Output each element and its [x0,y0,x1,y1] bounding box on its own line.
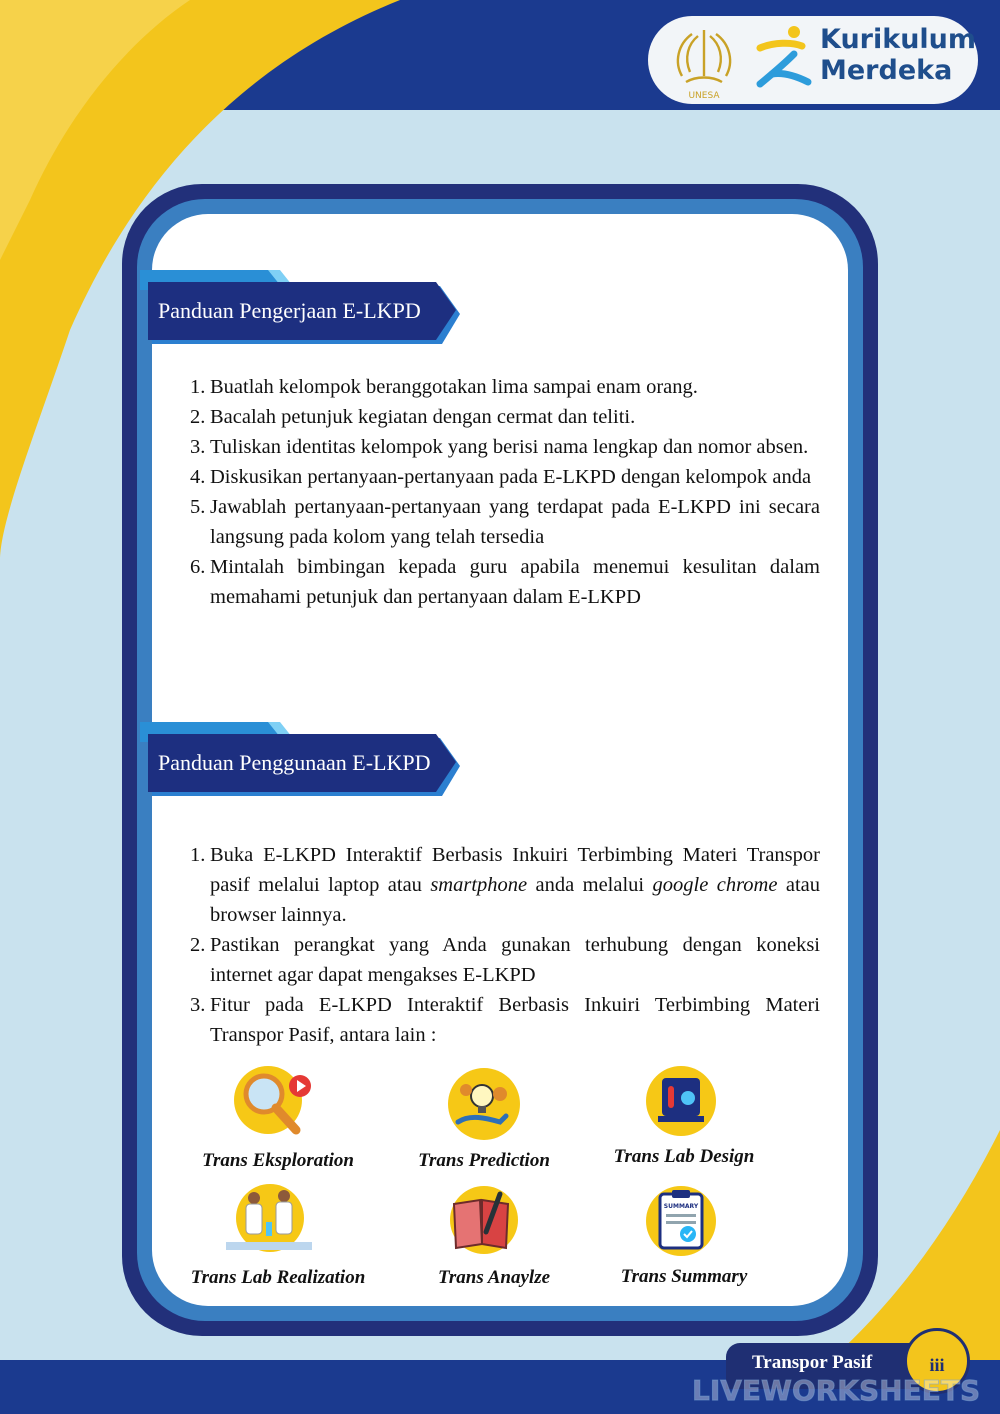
list-item [190,930,820,990]
kurikulum-line: Kurikulum [820,24,977,55]
list-item [190,372,820,402]
lab-flask-icon [644,1064,718,1138]
unesa-logo-text: UNESA [688,91,720,101]
list-item [190,402,820,432]
list-item [190,462,820,492]
list-item [190,840,820,930]
item-number: 3. [190,994,206,1016]
item-text [210,840,820,930]
item-text: Diskusikan pertanyaan-pertanyaan pada E-LKPD dengan kelompok anda [210,466,812,488]
feature-label-prediction: Trans Prediction [418,1150,550,1171]
item-text-part: anda melalui [527,874,653,896]
list-item [190,552,820,612]
item-text-italic: google chrome [652,874,778,896]
feature-label-analyze: Trans Anaylze [437,1267,551,1288]
item-text: Tuliskan identitas kelompok yang berisi nama lengkap dan nomor absen. [210,436,809,458]
unesa-logo-icon [664,22,744,102]
item-text: Mintalah bimbingan kepada guru apabila menemui kesulitan dalam memahami petunjuk dan pertanyaan dalam E-LKPD [210,556,820,608]
item-text: Bacalah petunjuk kegiatan dengan cermat dan teliti. [210,406,636,428]
list-item [190,432,820,462]
scientists-icon [226,1184,312,1254]
item-text: Jawablah pertanyaan-pertanyaan yang terdapat pada E-LKPD ini secara langsung pada kolom yang telah tersedia [210,496,820,548]
merdeka-line: Merdeka [820,55,953,86]
magnifier-play-icon [234,1064,314,1140]
item-text-part: atau browser lainnya. [210,874,820,926]
item-number: 2. [190,406,206,428]
item-number: 1. [190,376,206,398]
item-text-italic: smartphone [430,874,528,896]
item-text: Pastikan perangkat yang Anda gunakan terhubung dengan koneksi internet agar dapat mengakses E-LKPD [210,934,820,986]
item-number: 2. [190,934,206,956]
watermark [692,1374,992,1408]
feature-label-summary: Trans Summary [620,1266,748,1287]
item-number: 1. [190,844,206,866]
list-item [190,990,820,1050]
footer-tag-text: Transpor Pasif [752,1352,873,1373]
feature-label-lab-realization: Trans Lab Realization [190,1267,366,1288]
kurikulum-merdeka-text [820,24,977,86]
feature-label-lab-design: Trans Lab Design [613,1146,755,1167]
list-pengerjaan [190,372,820,612]
page-number: iii [929,1355,945,1375]
item-number: 3. [190,436,206,458]
item-number: 5. [190,496,206,518]
summary-icon-text: SUMMARY [663,1203,699,1210]
item-text: Buatlah kelompok beranggotakan lima sampai enam orang. [210,376,698,398]
summary-clipboard-icon [644,1184,718,1258]
item-number: 6. [190,556,206,578]
item-number: 4. [190,466,206,488]
section-title-pengerjaan: Panduan Pengerjaan E-LKPD [158,298,421,323]
section-title-penggunaan: Panduan Penggunaan E-LKPD [158,750,431,775]
feature-label-eksploration: Trans Eksploration [202,1150,354,1171]
idea-gear-icon [446,1066,522,1142]
watermark-text: LIVEWORKSHEETS [692,1374,981,1407]
banner-penggunaan [140,720,462,800]
list-penggunaan [190,840,820,1050]
item-text: Fitur pada E-LKPD Interaktif Berbasis Inkuiri Terbimbing Materi Transpor Pasif, antara lain : [210,994,820,1046]
banner-pengerjaan [140,268,462,348]
book-pen-icon [446,1186,522,1256]
kurikulum-merdeka-icon [752,24,816,96]
list-item [190,492,820,552]
item-text-part: Buka E-LKPD Interaktif Berbasis Inkuiri Terbimbing Materi Transpor pasif melalui laptop atau [210,844,820,896]
